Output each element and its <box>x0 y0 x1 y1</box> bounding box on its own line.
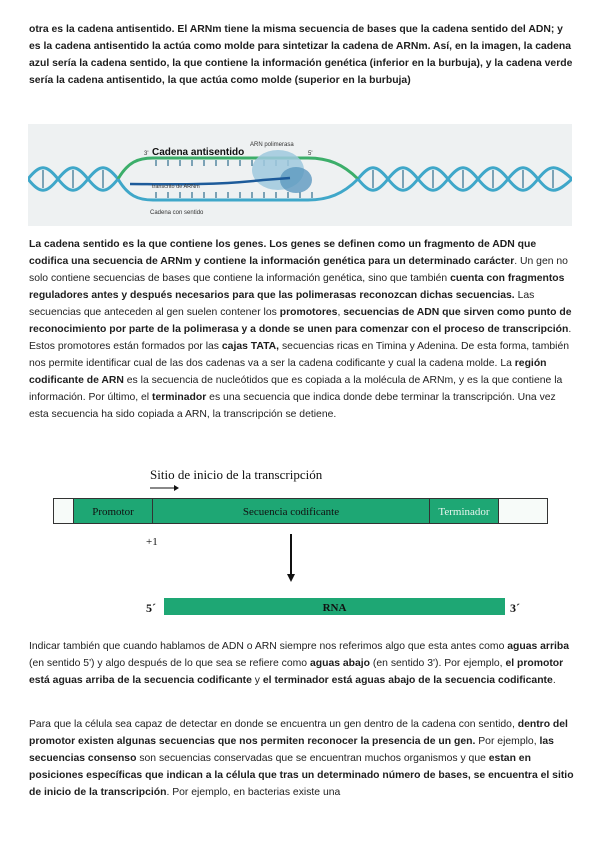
three-prime-label: 3´ <box>510 601 520 615</box>
paragraph-consensus-sequences: Para que la célula sea capaz de detectar en donde se encuentra un gen dentro de la cadena con sentido, dentro del promotor existen algunas secuencias que nos permiten reconocer la presencia de un gen. Por ejemplo, las secuencias consenso son secuencias conservadas que se encuentran muchos organismos y que estan en posiciones específicas que indican a la célula que tras un determinado número de bases, se encuentra el sitio de inicio de la transcripción. Por ejemplo, en bacterias existe una <box>29 719 574 798</box>
dna-helix-right <box>358 168 572 191</box>
rna-polymerase-core <box>280 167 312 193</box>
down-arrow-icon <box>285 534 297 584</box>
dna-transcription-illustration <box>28 124 572 226</box>
coding-sequence-segment: Secuencia codificante <box>152 499 429 523</box>
sense-label: Cadena con sentido <box>150 210 204 216</box>
paragraph-sense-strand: La cadena sentido es la que contiene los genes. Los genes se definen como un fragmento de ADN que codifica una secuencia de ARNm y contiene la información genética para un determinado carácter. Un gen no solo contiene secuencias de bases que contiene la información genética, sino que también cuenta con fragmentos reguladores antes y después necesarios para que las polimerasas reconozcan dichas secuencias. Las secuencias que anteceden al gen suelen contener los promotores, secuencias de ADN que sirven como punto de reconocimiento por parte de la polimerasa y a donde se unen para comenzar con el proceso de transcripción. Estos promotores están formados por las cajas TATA, secuencias ricas en Timina y Adenina. De esta forma, también nos permite identificar cual de las dos cadenas va a ser la cadena codificante y cual la cadena molde. La región codificante de ARN es la secuencia de nucleótidos que es copiada a la molécula de ARNm, y es la que contiene la información. Por último, el terminador es una secuencia que indica donde debe terminar la transcripción. Una vez esta secuencia ha sido copiada a ARN, la transcripción se detiene. <box>29 239 572 420</box>
rna-bar: RNA <box>164 598 505 615</box>
paragraph-antisense: otra es la cadena antisentido. El ARNm tiene la misma secuencia de bases que la cadena sentido del ADN; y es la cadena antisentido la actúa como molde para sintetizar la cadena de ARNm. Así, en la imagen, la cadena azul sería la cadena sentido, la que contiene la información genética (inferior en la burbuja), y la cadena verde sería la cadena antisentido, la que actúa como molde (superior en la burbuja) <box>29 24 573 86</box>
rna-label: transcrito de ARNm <box>152 184 200 190</box>
transcription-bubble-figure <box>28 124 572 226</box>
start-site-label: Sitio de inicio de la transcripción <box>150 467 323 482</box>
antisense-label: Cadena antisentido <box>152 147 245 158</box>
antisense-strand <box>118 158 358 179</box>
top-end-left: 3' <box>144 151 149 157</box>
polymerase-label: ARN polimerasa <box>250 142 294 148</box>
gene-structure-diagram <box>52 462 548 622</box>
sense-ticks <box>156 192 312 198</box>
promoter-segment: Promotor <box>73 499 152 523</box>
start-arrow-icon <box>150 484 180 492</box>
top-end-right: 5' <box>308 151 313 157</box>
plus-one-label: +1 <box>146 536 158 548</box>
five-prime-label: 5´ <box>146 601 156 615</box>
paragraph-upstream-downstream: Indicar también que cuando hablamos de ADN o ARN siempre nos referimos algo que esta antes como aguas arriba (en sentido 5') y algo después de lo que sea se refiere como aguas abajo (en sentido 3'). Por ejemplo, el promotor está aguas arriba de la secuencia codificante y el terminador está aguas abajo de la secuencia codificante. <box>29 641 570 686</box>
terminator-segment: Terminador <box>429 499 499 523</box>
